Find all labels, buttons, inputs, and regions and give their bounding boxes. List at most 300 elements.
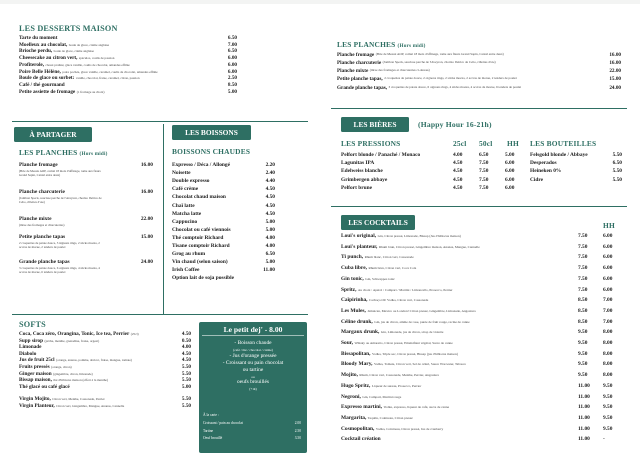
cocktail-item [341, 308, 571, 314]
cocktail-item [341, 394, 571, 400]
cocktail-desc: Gin, Limonade, jus de citron, sirop de violette [380, 330, 444, 335]
cocktail-item [341, 265, 571, 271]
boisson-item-price: 4.40 [265, 178, 275, 185]
dessert-item-price: 6.50 [227, 35, 237, 41]
boissons-list [172, 162, 275, 312]
petit-dej-line: ou [251, 374, 255, 379]
cocktail-name: Cocktail création [341, 436, 381, 443]
cocktail-name: Caïpirinha, [341, 297, 368, 304]
cocktail-price: 11.00 [578, 393, 590, 400]
desserts-list [19, 35, 237, 107]
bouteilles-section [530, 139, 622, 203]
soft-item-price: 4.50 [181, 357, 191, 364]
boissons-title: BOISSONS CHAUDES [172, 147, 251, 156]
bouteille-item-name: Heineken 0% [530, 168, 562, 175]
pression-hh: 5.00 [505, 152, 515, 158]
cocktail-price: 9.50 [578, 329, 588, 336]
planches-right-title-text: LES PLANCHES [337, 40, 396, 49]
a-partager-label: À PARTAGER [29, 130, 77, 139]
boisson-item-price: 4.50 [265, 202, 275, 209]
cocktail-desc: Jamaican, Mexico ou London! Citron pressé, Gingembre, Limonade, Angostura [367, 308, 476, 313]
pression-p50: 7.50 [479, 160, 489, 167]
boisson-item-name: Tisane comptoir Richard [172, 243, 230, 249]
dessert-item-price: 5.00 [227, 88, 237, 95]
cocktail-price: 9.50 [578, 340, 588, 346]
cocktail-name: Les Mules, [341, 307, 366, 314]
boisson-item [172, 186, 275, 192]
bouteille-item-name: Felsgold blonde / Abbaye [530, 152, 588, 158]
partager-item [19, 216, 153, 222]
boisson-item-name: Matcha latte [172, 210, 202, 217]
top-strip [0, 0, 640, 4]
boisson-item-name: Café crème [172, 186, 199, 193]
cocktail-desc: Vodka, Cointreau, Citron pressé, Jus de cranberry [375, 426, 444, 431]
cocktail-desc: Vodka, Tomate, Citron vert, Sel de céleri, Sauce Worcester, Tabasco [373, 362, 467, 367]
pressions-col-25: 25cl [453, 139, 467, 148]
partager-item-price: 24.00 [140, 259, 153, 265]
dessert-item-name: Petite assiette de fromage [19, 88, 76, 95]
planche-right-item [337, 76, 621, 82]
pressions-section [341, 139, 522, 203]
cocktail-hh: 6.00 [603, 275, 613, 282]
dessert-item-desc: poire pochée, glace vanille, caramel, coulis de chocolat, amandes effilée [62, 69, 158, 74]
planche-right-name: Planche charcuterie [337, 60, 382, 66]
soft-item [19, 351, 191, 357]
petit-dej-line: oeufs brouillés [237, 379, 269, 385]
dessert-item-desc: choux praliné, glace vanille, coulis de chocolat, amandes effilée [45, 62, 130, 67]
cocktail-hh: 9.50 [603, 393, 613, 400]
cocktail-desc: Gin, Campari, Martini rouge [362, 394, 402, 399]
soft-item-price: 4.50 [181, 331, 191, 337]
dessert-item [19, 89, 237, 95]
softs-section [19, 320, 191, 448]
boisson-item [172, 219, 275, 225]
cocktail-name: Bloody Mary, [341, 361, 373, 368]
planche-right-name: Planche fromage [337, 52, 375, 58]
soft-item [19, 371, 191, 377]
cocktail-item [341, 404, 571, 410]
cocktail-hh: 8.00 [603, 372, 613, 379]
cocktail-price: 7.50 [578, 265, 588, 272]
cocktail-price: 7.50 [578, 286, 588, 293]
cocktail-hh: 7.00 [603, 297, 613, 304]
cocktail-desc: Gin, Schweppes tonic [365, 276, 395, 281]
cocktail-hh: 6.00 [603, 243, 613, 250]
boisson-item [172, 243, 275, 249]
cocktail-hh: 7.00 [603, 307, 613, 314]
partager-item-name: Petite planche tapas [19, 234, 66, 240]
cocktail-hh: 6.00 [603, 286, 613, 293]
soft-virgin-price: 5.50 [181, 402, 191, 409]
dessert-item-price: 2.50 [227, 75, 237, 82]
pression-name: Edelweiss blanche [341, 168, 383, 175]
boisson-item-price: 11.00 [263, 267, 275, 274]
left-top-divider [12, 121, 308, 122]
cocktail-hh: 6.00 [603, 265, 613, 272]
cocktail-price: 7.50 [578, 275, 588, 282]
boisson-item-price: 5.00 [265, 259, 275, 266]
boisson-item [172, 259, 275, 265]
planche-right-desc: (mixe des fromages et charcuteries ci-dessus) [369, 68, 430, 72]
petit-dej-carte-item [203, 436, 301, 440]
partager-item [19, 189, 153, 195]
boisson-item [172, 275, 275, 281]
bouteille-item-name: Cidre [530, 176, 544, 183]
soft-item-price: 5.50 [181, 377, 191, 384]
petit-dej-carte-name: Tartine [203, 428, 214, 433]
cocktail-item [341, 297, 571, 303]
planches-right-title-note: (Hors midi) [397, 43, 426, 49]
softs-list [19, 331, 191, 448]
boisson-item-price: 4.00 [265, 234, 275, 241]
planche-right-item [337, 68, 621, 74]
boisson-item-price: 2.40 [265, 170, 275, 177]
boisson-item-name: Chocolat chaud maison [172, 194, 226, 201]
dessert-item [19, 55, 237, 61]
cocktail-price: 7.50 [578, 254, 588, 261]
pression-item [341, 152, 522, 158]
pression-hh: 6.00 [505, 184, 515, 191]
dessert-item-desc: spéculos, coulis de passion [78, 56, 115, 61]
pression-item [341, 168, 522, 174]
cocktail-item [341, 276, 571, 282]
cocktail-hh: 9.50 [603, 404, 613, 411]
pression-name: Pelfort brune [341, 184, 372, 191]
left-bottom-divider [12, 314, 308, 315]
cocktail-name: Bissapolitan, [341, 350, 371, 357]
pression-p50: 7.50 [479, 184, 489, 191]
cocktail-price: 8.50 [578, 297, 588, 304]
dessert-item-name: Profiterole, [19, 61, 45, 68]
cocktail-name: Hugo Spritz, [341, 382, 371, 389]
bouteilles-list [530, 152, 622, 192]
boisson-item [172, 211, 275, 217]
cocktail-price: 11.00 [578, 436, 590, 443]
planche-right-name: Petite planche tapas, [337, 76, 383, 82]
pressions-title: LES PRESSIONS [341, 139, 401, 148]
dessert-item-name: Café / thé gourmand [19, 81, 65, 88]
bouteille-item [530, 160, 622, 166]
cocktail-price: 11.00 [578, 414, 590, 421]
partager-item-price: 15.00 [140, 234, 153, 240]
boisson-item-name: Expresso / Déca / Allongé [172, 162, 230, 168]
soft-item [19, 338, 191, 344]
boisson-item-price: 4.00 [265, 243, 275, 249]
dessert-item [19, 82, 237, 88]
cocktail-name: Margaux drunk, [341, 329, 380, 336]
soft-virgin-name: Virgin Planteur, [19, 402, 55, 409]
cocktails-col-hh: HH [603, 221, 615, 230]
dessert-item-price: 7.00 [227, 41, 237, 48]
dessert-item-name: Cheesecake au citron vert, [19, 55, 78, 62]
planche-right-desc: 3 croquettes de patate douce, 6 oignons rings, 4 sticks mozza, 4 accras de morue, 6 tenders de poulet [388, 85, 522, 89]
partager-title [19, 148, 108, 157]
cocktail-price: 9.50 [578, 372, 588, 379]
bouteille-item [530, 177, 622, 183]
boisson-item-name: Chocolat ou café viennois [172, 226, 231, 233]
cocktail-desc: Rhum brun, Citron vert, Coca Cola [368, 266, 417, 271]
dessert-item [19, 42, 237, 48]
dessert-item-price: 6.00 [227, 61, 237, 68]
boisson-item-name: Option lait de soja possible [172, 275, 235, 282]
partager-item-name: Planche mixte [19, 216, 52, 222]
planche-right-desc: (Jambon Speck, saucisse perche de l'Aveyron, chorizo Ibérico de Cebo, rillettes d'oie) [382, 60, 496, 64]
planche-right-item [337, 52, 621, 58]
soft-item-desc: (25cl) [130, 332, 139, 336]
cocktail-hh: 8.00 [603, 340, 613, 346]
planche-right-price: 15.00 [609, 76, 621, 82]
boisson-item-name: Chaï latte [172, 202, 195, 209]
bieres-label: LES BIÈRES [353, 120, 397, 129]
soft-item-name: Jus de fruit 25cl [19, 357, 55, 364]
boissons-section [172, 147, 275, 312]
soft-virgin-price: 5.50 [181, 396, 191, 402]
soft-item-desc: (orange, ananas, pomme, abricot, fraise, mangue, tomate) [56, 358, 132, 363]
cocktail-hh: 6.00 [603, 233, 613, 239]
planche-right-item [337, 60, 621, 66]
desserts-section [19, 24, 237, 114]
soft-item-name: Diabolo [19, 350, 37, 357]
cocktail-item [341, 340, 571, 346]
soft-virgin-name: Virgin Mojito, [19, 396, 51, 402]
planche-right-price: 16.00 [609, 60, 621, 66]
cocktail-name: Sour, [341, 340, 353, 346]
cocktail-hh: 6.00 [603, 254, 613, 261]
pression-name: Pelfort blonde / Panaché / Monaco [341, 152, 421, 158]
cocktail-price: 8.50 [578, 307, 588, 314]
soft-item-price: 5.50 [181, 364, 191, 370]
cocktail-price: 9.50 [578, 361, 588, 368]
dessert-item-price: 6.00 [227, 55, 237, 62]
pressions-col-50: 50cl [479, 139, 493, 148]
partager-item-desc: (Jambon Speck, saucisse perche de l'Aveyron, chorizo Ibérico de Cebo, rillettes d'oie) [19, 196, 102, 204]
boisson-item [172, 162, 275, 168]
pressions-list [341, 152, 522, 202]
cocktails-tab [341, 215, 415, 230]
cocktail-desc: Tequila, Cointreau, Citron pressé [367, 415, 413, 420]
petit-dej-line: - Jus d'orange pressée [229, 353, 277, 359]
boisson-item-price: 5.00 [265, 218, 275, 225]
pression-p25: 4.50 [453, 176, 463, 183]
partager-item-desc: 2 croquettes de patate douce, 3 nignons rings, 2 sticks mozza, 2 accras de morue, 2 tenders de poulet [19, 241, 100, 249]
dessert-item-desc: vanille, chocolat, fraise, caramel, citron, passion [75, 76, 140, 81]
partager-item-desc: (mixe des fromages et charcuteries) [19, 223, 65, 227]
petit-dej-line: ou tartine [242, 367, 264, 373]
planche-right-price: 22.00 [609, 68, 621, 74]
pression-item [341, 185, 522, 191]
soft-item [19, 377, 191, 383]
boisson-item [172, 227, 275, 233]
cocktail-hh: 9.50 [603, 425, 613, 432]
pression-item [341, 177, 522, 183]
cocktail-hh: 8.00 [603, 361, 613, 368]
bouteille-item [530, 152, 622, 158]
pression-p50: 7.50 [479, 168, 489, 175]
boisson-item [172, 235, 275, 241]
soft-item-price: 4.00 [181, 344, 191, 351]
boisson-item-price: 2.20 [265, 162, 275, 168]
partager-title-text: LES PLANCHES [19, 148, 78, 157]
cocktail-name: Margarita, [341, 414, 367, 421]
planche-right-name: Grande planche tapas, [337, 85, 388, 91]
cocktail-desc: Whisky ou Amaretto, Citron pressé, Emulsifiant végétal, Sucre de canne [354, 341, 453, 345]
petit-dej-line: (+1€) [249, 387, 257, 391]
bieres-tab [341, 117, 409, 132]
cocktail-item [341, 329, 571, 335]
cocktail-hh: 9.50 [603, 414, 613, 421]
petit-dej-rule [202, 335, 304, 336]
boisson-item [172, 203, 275, 209]
partager-item-price: 16.00 [140, 189, 153, 195]
cocktail-price: 8.50 [578, 318, 588, 325]
soft-item-name: Coca, Coca zéro, Orangina, Tonic, Ice tea, Perrier [19, 331, 130, 337]
bouteille-item [530, 168, 622, 174]
boisson-item-name: Noisette [172, 170, 191, 177]
partager-item-price: 22.00 [140, 216, 153, 222]
soft-virgin-desc: Citron vert, Menthe, Cassonade, Perrier [52, 397, 105, 401]
petit-dej-carte-item [203, 421, 301, 425]
cocktail-name: Expresso martini, [341, 404, 382, 411]
pression-name: Lagunitas IPA [341, 160, 375, 167]
soft-item-desc: (pêche, menthe, grenadine, fraise, orgeat) [44, 338, 100, 343]
cocktail-price: 9.50 [578, 350, 588, 357]
cocktail-price: 11.00 [578, 404, 590, 411]
soft-item-name: Bissap maison, [19, 377, 52, 384]
petit-dej-line: (café / thé / chocolat / crème) [233, 347, 273, 352]
soft-item-desc: (gingembre, citron, limonade) [53, 371, 93, 376]
dessert-item-name: Brioche perdu, [19, 48, 53, 55]
cocktail-price: 11.00 [578, 382, 590, 389]
dessert-item-name: Boule de glace ou sorbet: [19, 75, 75, 82]
pression-p25: 4.50 [453, 184, 463, 191]
cocktail-desc: Vodka, expresso, liqueur de café, sucre de canne [383, 405, 450, 410]
cocktails-list [341, 233, 619, 451]
partager-item-name: Planche fromage [19, 162, 58, 168]
cocktail-desc: Gin, jus de citron, amme de rose, purée de fruit rouge, racine de canne [374, 319, 470, 324]
soft-virgin-item [19, 396, 191, 402]
cocktail-desc: Gin, Citron pressé, Limonade, Bissap (Jus d'hibiscus maison) [377, 234, 461, 238]
partager-item-price: 16.00 [140, 162, 153, 168]
cocktail-item [341, 436, 571, 442]
petit-dej-carte-name: Croissant / pain au chocolat [203, 421, 243, 425]
boisson-item [172, 267, 275, 273]
soft-item-desc: (orange, citron) [51, 365, 72, 369]
planche-right-desc: (Brie de Meaux AOP, comté 18 mois d'affinage, tome aux fleurs Grand Sapin, Cantal entre deux) [375, 52, 504, 56]
dessert-item-desc: boule de glace, crème anglaise [53, 49, 95, 54]
cocktail-name: Cosmopolitan, [341, 425, 375, 432]
partager-item-name: Planche charcuterie [19, 189, 65, 195]
dessert-item-name: Tarte du moment [19, 35, 58, 41]
pression-item [341, 160, 522, 166]
cocktail-item [341, 233, 571, 239]
right-mid-divider [331, 206, 627, 207]
dessert-item-price: 6.00 [227, 68, 237, 75]
cocktail-price: 11.00 [578, 425, 590, 432]
cocktail-hh: 8.00 [603, 350, 613, 357]
soft-item-price: 4.50 [181, 350, 191, 357]
cocktail-item [341, 426, 571, 432]
cocktail-item [341, 254, 571, 260]
soft-item-desc: thé d'hibiscus maison (offert à la menthe) [53, 378, 108, 383]
partager-item [19, 162, 153, 168]
petit-dej-carte-price: 2.50 [294, 428, 301, 433]
pression-hh: 6.00 [505, 160, 515, 167]
cocktail-desc: Au choix : Apérol / Campari / Martini / Limoncello, Prosecco, Perrier [357, 287, 453, 292]
soft-item [19, 364, 191, 370]
cocktail-name: Loui's original, [341, 233, 377, 239]
cocktail-name: Gin tonic, [341, 275, 364, 282]
boisson-item-price: 5.00 [265, 226, 275, 233]
cocktail-name: Spritz, [341, 286, 357, 293]
pression-hh: 6.00 [505, 176, 515, 183]
cocktail-item [341, 415, 571, 421]
dessert-item [19, 62, 237, 68]
bouteille-item-price: 5.50 [612, 168, 622, 175]
pression-p25: 4.00 [453, 152, 463, 158]
cocktail-item [341, 287, 571, 293]
boisson-item [172, 251, 275, 257]
bouteilles-title: LES BOUTEILLES [530, 139, 597, 148]
partager-section [19, 148, 153, 280]
partager-item-desc: (Brie de Meaux AOP, comté 18 mois d'affinage, tome aux fleurs Grand Sapin, Cantal entre deux) [19, 169, 101, 177]
cocktail-desc: Vodka, Triple sec, Citron pressé, Bissap (jus d'hibiscus maison) [372, 351, 458, 356]
cocktail-item [341, 244, 571, 250]
pression-p25: 4.50 [453, 160, 463, 167]
cocktail-name: Cuba libre, [341, 265, 367, 272]
cocktail-name: Ti punch, [341, 254, 364, 261]
softs-title: SOFTS [19, 320, 46, 329]
boisson-item-name: Cappucino [172, 218, 198, 225]
soft-item-name: Supp sirop [19, 337, 43, 344]
boisson-item-name: Vin chaud (selon saison) [172, 259, 228, 266]
cocktail-name: Mojito, [341, 372, 358, 379]
partager-item-name: Grande planche tapas [19, 259, 70, 265]
dessert-item [19, 48, 237, 54]
soft-item [19, 357, 191, 363]
pression-p50: 7.50 [479, 176, 489, 183]
cocktail-desc: Rhum brun, Citron pressé, Gingembre maison, Ananas, Mangue, Cannelle [378, 244, 480, 249]
cocktail-name: Negroni, [341, 393, 361, 400]
cocktail-price: 7.50 [578, 233, 588, 239]
cocktail-hh: 8.00 [603, 329, 613, 336]
soft-item-price: 0.50 [181, 337, 191, 344]
pression-p50: 6.50 [479, 152, 489, 158]
partager-item [19, 234, 153, 240]
boisson-item [172, 194, 275, 200]
dessert-item-price: 8.50 [227, 81, 237, 88]
pressions-col-hh: HH [507, 139, 519, 148]
petit-dej-line: - Boisson chaude [234, 340, 272, 346]
pression-name: Grimbergen abbaye [341, 176, 388, 183]
soft-virgin-item [19, 403, 191, 409]
partager-list [19, 162, 153, 280]
petit-dej-carte-price: 2.00 [294, 421, 301, 425]
cocktail-hh: - [603, 436, 605, 443]
left-mid-vertical-divider [163, 124, 164, 314]
boisson-item-price: 4.50 [265, 186, 275, 193]
petit-dej-line: - Croissant ou pain chocolat [222, 360, 284, 366]
boisson-item [172, 178, 275, 184]
boisson-item-price: 4.50 [265, 210, 275, 217]
cocktail-desc: Rhum, Citron vert, Cassonade, Menthe, Perrier, Angostura [359, 373, 439, 378]
petit-dej-carte-price: 3.50 [294, 436, 301, 440]
soft-item-name: Limonade [19, 344, 42, 351]
dessert-item [19, 75, 237, 81]
bouteille-item-price: 6.50 [612, 160, 622, 167]
desserts-title: LES DESSERTS MAISON [19, 24, 118, 33]
cocktail-price: 7.50 [578, 243, 588, 250]
cocktail-item [341, 383, 571, 389]
